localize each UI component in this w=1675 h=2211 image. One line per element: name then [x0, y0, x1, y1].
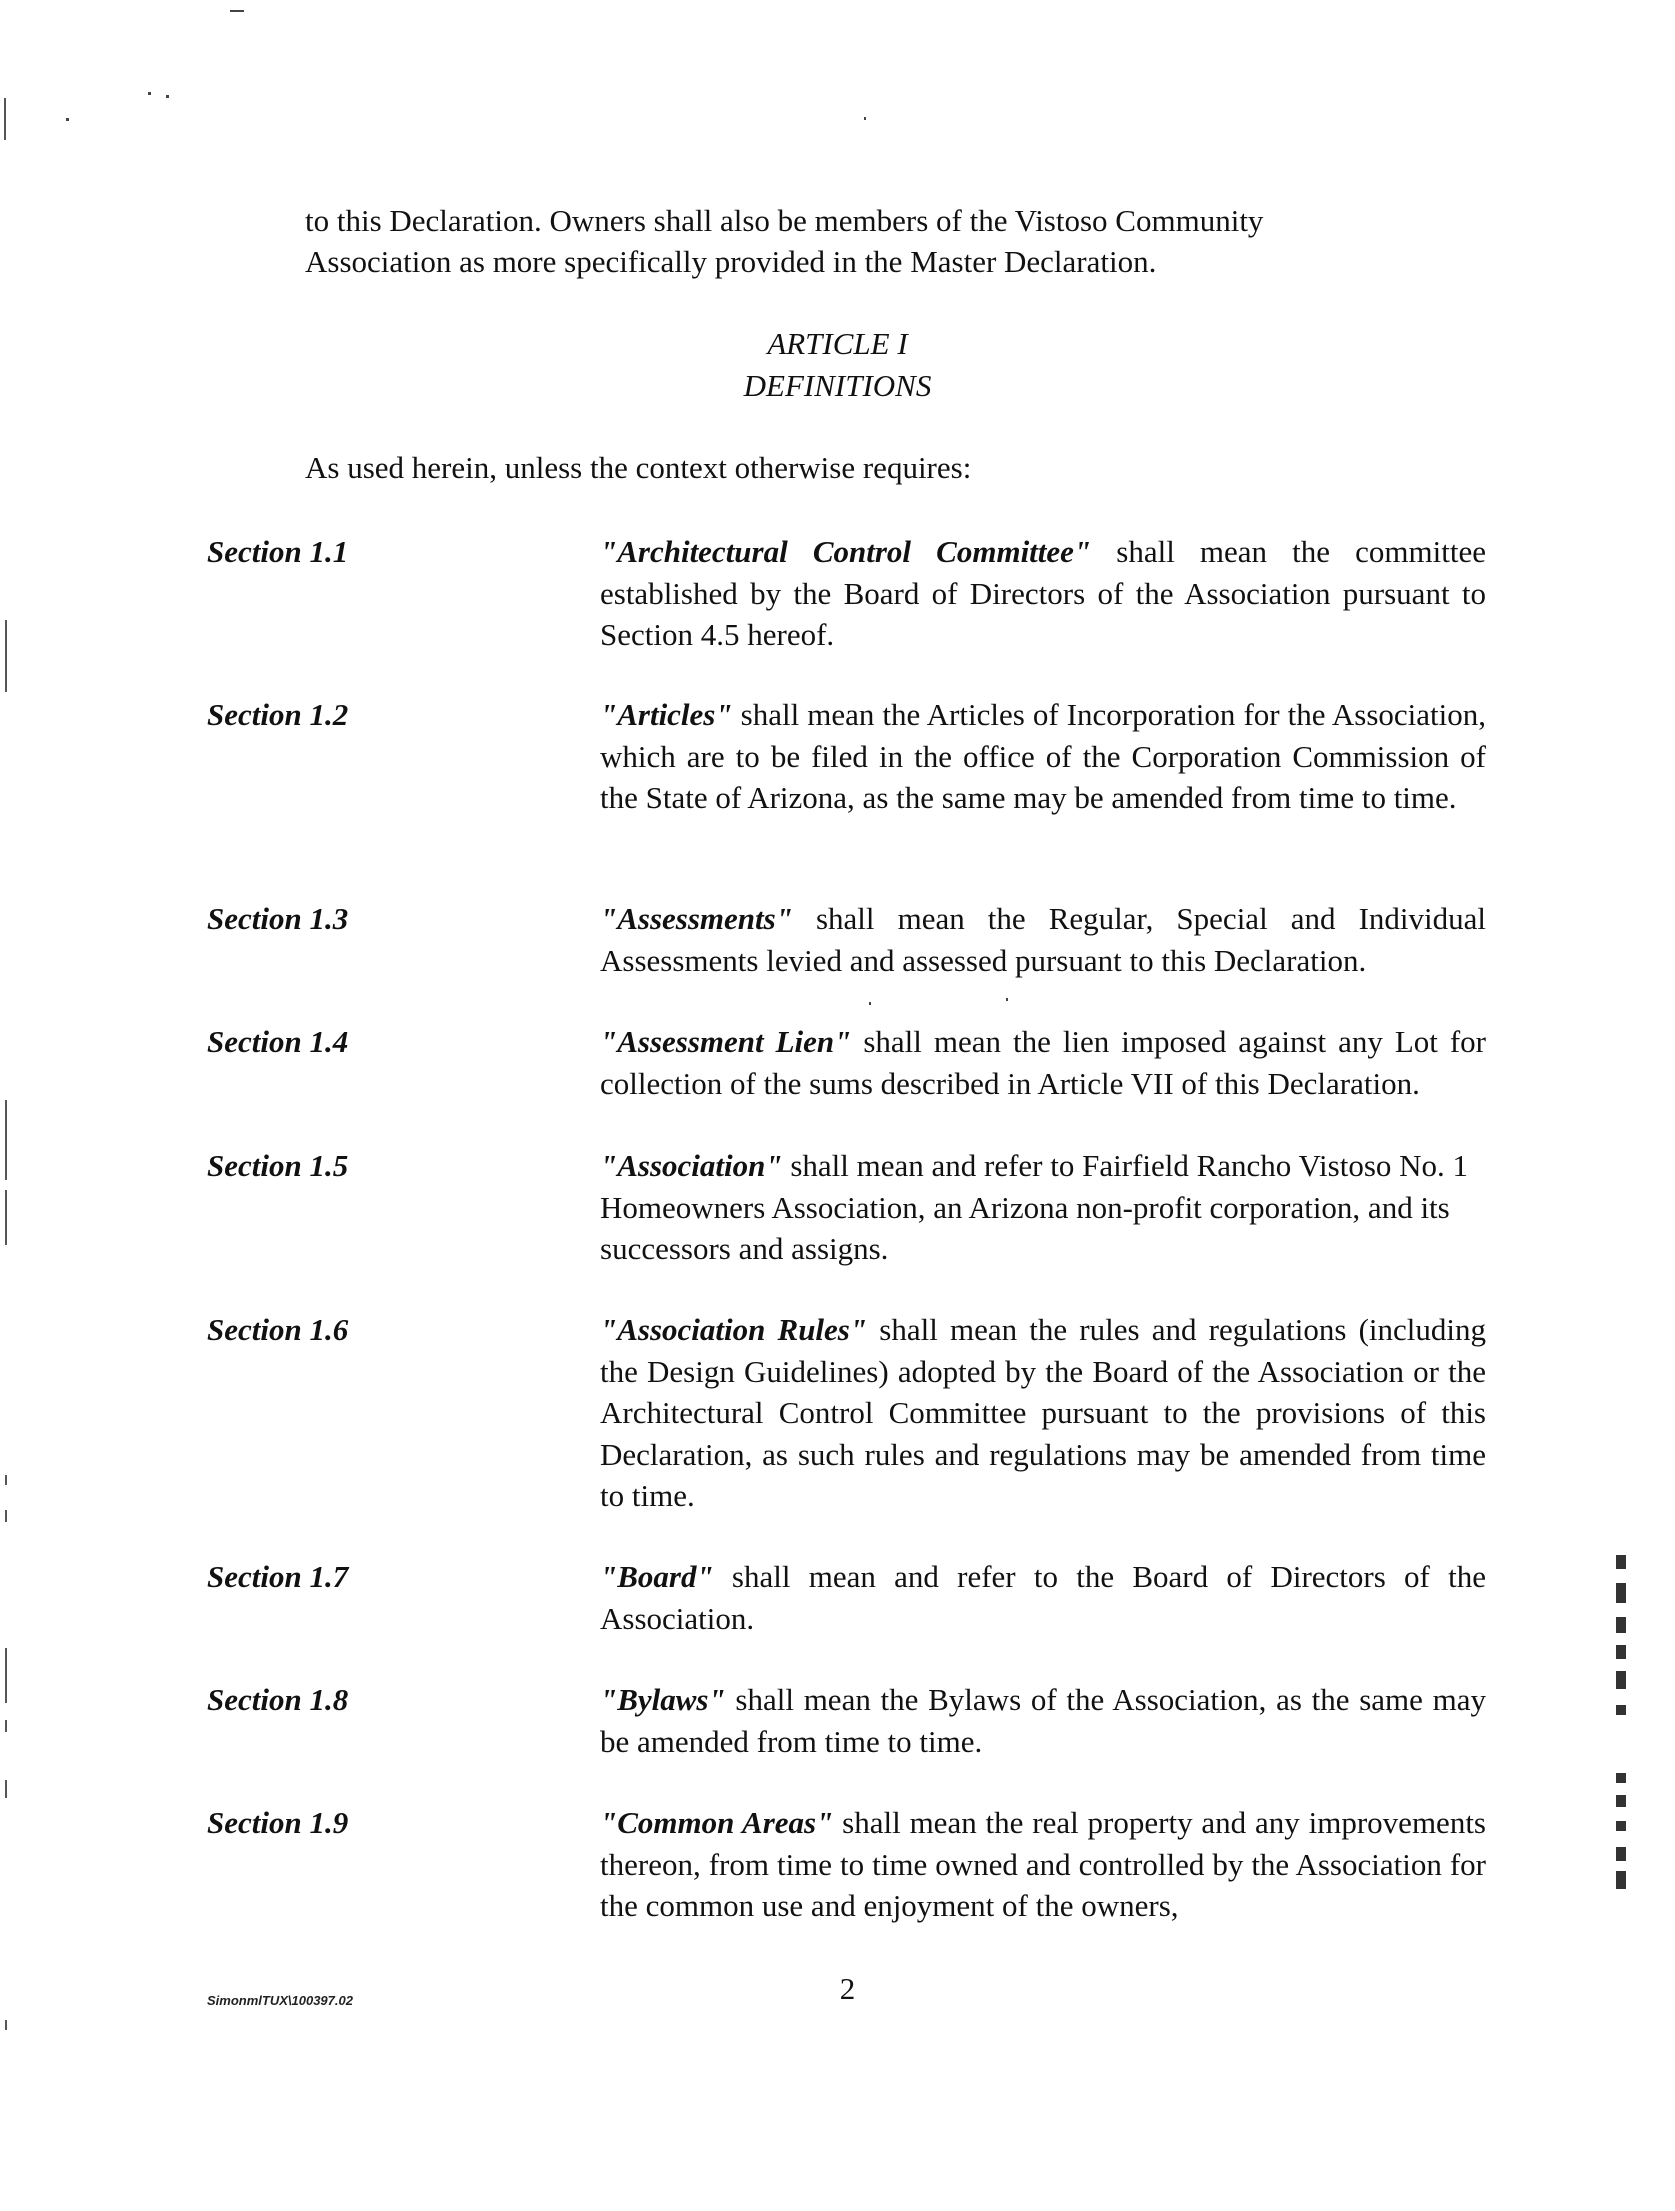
defined-term: "Assessments" [600, 901, 793, 936]
section-body [600, 531, 1486, 656]
section-body [600, 1556, 1486, 1639]
definition-text: shall mean and refer to Fairfield Rancho Vistoso No. 1 Homeowners Association, an Arizona non-profit corporation, and its successors and assigns. [600, 1148, 1469, 1266]
intro-paragraph [305, 200, 1505, 282]
section-label: Section 1.7 [207, 1559, 349, 1594]
page-number: 2 [839, 1971, 856, 2006]
scan-speck [148, 92, 151, 95]
definition-text: shall mean the real property and any improvements thereon, from time to time owned and controlled by the Association for the common use and enjoyment of the owners, [600, 1805, 1486, 1923]
section-label: Section 1.1 [207, 534, 349, 569]
defined-term: "Association" [600, 1148, 783, 1183]
intro-line-1: to this Declaration. Owners shall also be members of the Vistoso Community [305, 203, 1264, 238]
scan-speck [66, 118, 69, 121]
intro-line-2: Association as more specifically provided in the Master Declaration. [305, 244, 1157, 279]
section-label: Section 1.8 [207, 1682, 349, 1717]
defined-term: "Articles" [600, 697, 733, 732]
margin-mark [5, 1648, 7, 1703]
margin-mark [4, 98, 6, 140]
lead-text: As used herein, unless the context otherwise requires: [305, 450, 972, 485]
defined-term: "Board" [600, 1559, 714, 1594]
definition-text: shall mean the lien imposed against any Lot for collection of the sums described in Article VII of this Declaration. [600, 1024, 1486, 1101]
binding-stamp [1610, 1555, 1640, 1895]
defined-term: "Association Rules" [600, 1312, 868, 1347]
margin-mark [5, 1100, 7, 1180]
section-body [600, 1021, 1486, 1104]
margin-mark [5, 1510, 7, 1522]
margin-mark [5, 620, 7, 692]
section-body [600, 1309, 1486, 1517]
definition-text: shall mean the Bylaws of the Association, as the same may be amended from time to time. [600, 1682, 1486, 1759]
section-body [600, 1679, 1486, 1762]
section-body [600, 694, 1486, 819]
section-label: Section 1.2 [207, 697, 349, 732]
defined-term: "Bylaws" [600, 1682, 726, 1717]
defined-term: "Assessment Lien" [600, 1024, 852, 1059]
definition-text: shall mean and refer to the Board of Directors of the Association. [600, 1559, 1486, 1636]
definition-text: shall mean the rules and regulations (including the Design Guidelines) adopted by the Board of the Association or the Architectural Control Committee pursuant to the provisions of this Declaration, as such rules and regulations may be amended from time to time. [600, 1312, 1486, 1513]
scan-speck [230, 10, 244, 12]
definition-text: shall mean the Articles of Incorporation for the Association, which are to be filed in the office of the Corporation Commission of the State of Arizona, as the same may be amended from time to time. [600, 697, 1486, 815]
scan-speck [869, 1002, 871, 1005]
defined-term: "Architectural Control Committee" [600, 534, 1092, 569]
scan-speck [1006, 998, 1008, 1001]
section-body [600, 1802, 1486, 1927]
defined-term: "Common Areas" [600, 1805, 834, 1840]
section-label: Section 1.9 [207, 1805, 349, 1840]
section-label: Section 1.5 [207, 1148, 349, 1183]
article-number: ARTICLE I [767, 326, 908, 361]
section-label: Section 1.6 [207, 1312, 349, 1347]
margin-mark [5, 1190, 7, 1245]
definition-text: shall mean the Regular, Special and Individual Assessments levied and assessed pursuant to this Declaration. [600, 901, 1486, 978]
document-id: SimonmlTUX\100397.02 [207, 1993, 353, 2008]
scan-speck [166, 95, 169, 98]
margin-mark [5, 1720, 7, 1732]
section-label: Section 1.3 [207, 901, 349, 936]
definition-text: shall mean the committee established by the Board of Directors of the Association pursuant to Section 4.5 hereof. [600, 534, 1486, 652]
section-body [600, 898, 1486, 981]
section-body [600, 1145, 1486, 1270]
section-label: Section 1.4 [207, 1024, 349, 1059]
scan-speck [864, 117, 866, 120]
margin-mark [5, 1475, 7, 1485]
article-title: DEFINITIONS [743, 368, 932, 403]
margin-mark [5, 1780, 7, 1798]
margin-mark [5, 2020, 7, 2030]
